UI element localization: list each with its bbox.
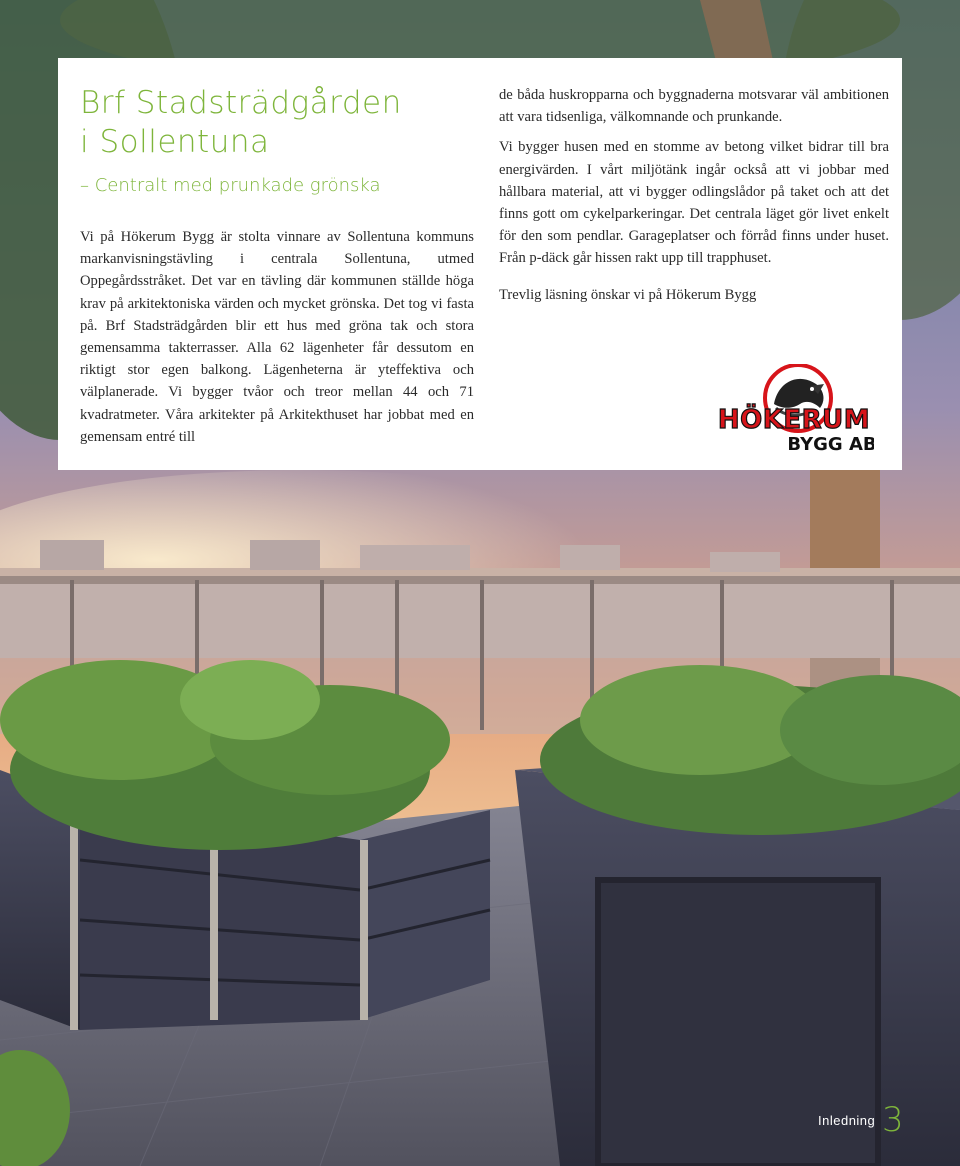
logo-wordmark: HÖKERUM (717, 405, 871, 435)
logo-subtitle: BYGG AB (787, 434, 874, 454)
intro-paragraph-right-1: de båda huskropparna och byggnaderna motsvarar väl ambitionen att vara tidsenliga, välkomnande och prunkande. (499, 87, 889, 126)
title-line-1: Brf Stadsträdgården (80, 85, 402, 121)
page-title (80, 84, 474, 162)
intro-paragraph-left: Vi på Hökerum Bygg är stolta vinnare av Sollentuna kommuns markanvisningstävling i centrala Sollentuna, utmed Oppegårdsstråket. Det var en tävling där kommunen ställde höga krav på arkitektoniska värden och mycket grönska. Det tog vi fasta på. Brf Stadsträdgården blir ett hus med gröna tak och stora gemensamma takterrasser. Alla 62 lägenheter får dessutom en riktigt stor egen balkong. Lägenheterna är yteffektiva och välplanerade. Vi bygger tvåor och treor mellan 44 och 71 kvadratmeter. Våra arkitekter på Arkitekthuset har jobbat med en gemensam entré till (80, 229, 474, 445)
left-column (80, 84, 474, 448)
right-column (499, 84, 889, 306)
intro-panel (58, 58, 902, 470)
title-line-2: i Sollentuna (80, 124, 270, 160)
page-number: 3 (882, 1100, 904, 1140)
hokerum-logo (714, 364, 874, 454)
section-label: Inledning (818, 1113, 876, 1128)
intro-paragraph-right-2: Vi bygger husen med en stomme av betong vilket bidrar till bra energivärden. I vårt miljötänk ingår också att vi jobbar med hållbara material, att vi bygger odlingslådor på taket och att det finns gott om cykelparkeringar. Det centrala läget gör livet enkelt för den som pendlar. Garageplatser och förråd finns under huset. Från p-däck går hissen rakt upp till trapphuset. (499, 139, 889, 267)
page-subtitle: – Centralt med prunkade grönska (80, 175, 381, 196)
signature-line: Trevlig läsning önskar vi på Hökerum Bygg (499, 286, 757, 303)
